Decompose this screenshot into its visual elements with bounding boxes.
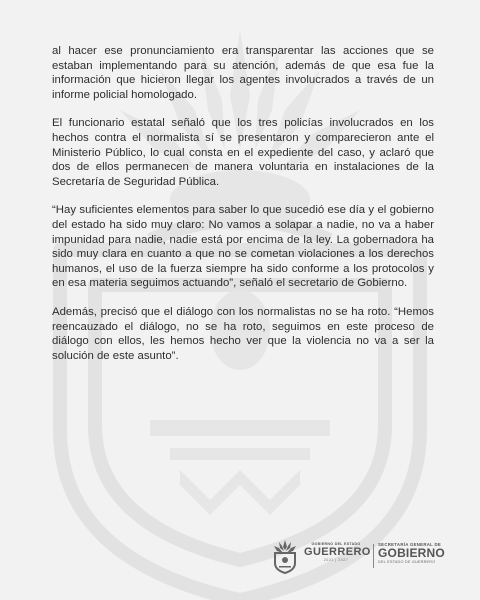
sec-label: SECRETARÍA GENERAL DE [378,542,442,547]
paragraph: al hacer ese pronunciamiento era transparentar las acciones que se estaban implementando para su atención, además de que esa fue la información que hicieron llegar los agentes involucrados a través de un informe policial homologado. [52,45,434,101]
footer-logos [270,536,460,576]
gov-label: GOBIERNO DEL ESTADO [311,542,361,546]
gov-state-name: GUERRERO [304,546,371,558]
sec-subtitle: DEL ESTADO DE GUERRERO [378,560,436,564]
paragraph: El funcionario estatal señaló que los tres policías involucrados en los hechos contra el normalista sí se presentaron y comparecieron ante el Ministerio Público, lo cual consta en el expediente del caso, y aclaró que dos de ellos permanecen de manera voluntaria en instalaciones de la Secretaría de Seguridad Pública. [52,117,434,188]
gov-term: 2021 | 2027 [323,558,349,562]
paragraph: “Hay suficientes elementos para saber lo que sucedió ese día y el gobierno del estado ha sido muy claro: No vamos a solapar a nadie, no va a haber impunidad para nadie, nadie está por encima de la ley. La gobernadora ha sido muy clara en cuanto a que no se cometan violaciones a los derechos humanos, el uso de la fuerza siempre ha sido conforme a los protocolos y en esa materia seguimos actuando”, señaló el secretario de Gobierno. [52,204,434,290]
paragraph: Además, precisó que el diálogo con los normalistas no se ha roto. “Hemos reencauzado el diálogo, no se ha roto, seguimos en este proceso de diálogo con ellos, les hemos hecho ver que la violencia no va a ser la solución de este asunto”. [52,305,434,362]
sec-name: GOBIERNO [378,546,445,560]
state-government-logo [304,542,371,562]
state-seal-icon [270,538,300,574]
logo-divider [373,544,374,568]
secretariat-logo [378,542,460,564]
article-body [52,44,434,377]
